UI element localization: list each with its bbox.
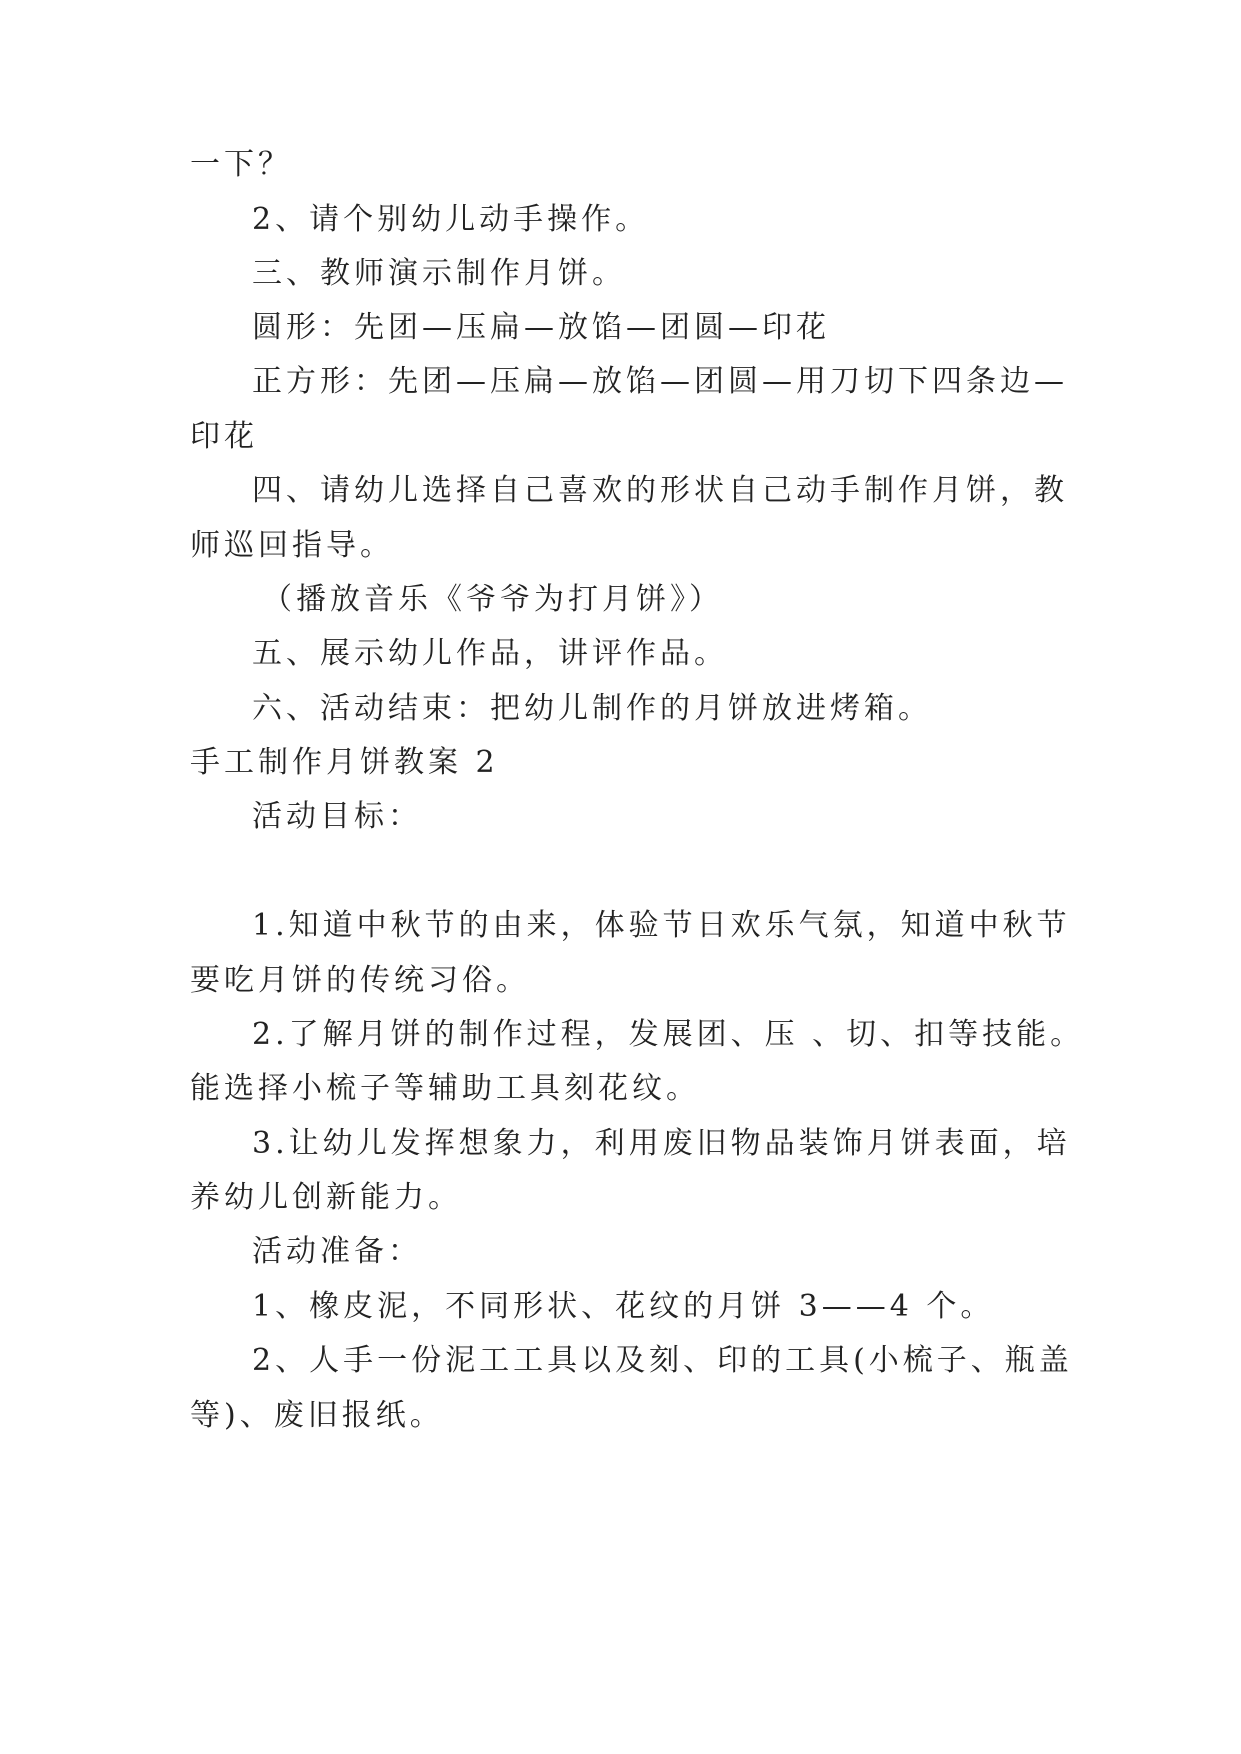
text-line: 六、活动结束：把幼儿制作的月饼放进烤箱。	[252, 691, 932, 726]
text-line: 等)、废旧报纸。	[190, 1398, 444, 1433]
text-line: 圆形：先团—压扁—放馅—团圆—印花	[252, 310, 830, 345]
text-line: 印花	[190, 419, 258, 454]
text-line: 一下？	[190, 147, 292, 182]
text-line: 正方形：先团—压扁—放馅—团圆—用刀切下四条边—	[252, 364, 1068, 399]
text-line: 三、教师演示制作月饼。	[252, 256, 626, 291]
text-line: （播放音乐《爷爷为打月饼》）	[262, 582, 723, 617]
text-line: 五、展示幼儿作品，讲评作品。	[252, 636, 728, 671]
text-line: 活动准备：	[252, 1234, 422, 1269]
text-line: 师巡回指导。	[190, 528, 394, 563]
section-heading: 手工制作月饼教案 2	[190, 745, 499, 780]
text-line: 2.了解月饼的制作过程，发展团、压 、切、扣等技能。	[252, 1017, 1085, 1052]
text-line: 2、人手一份泥工工具以及刻、印的工具(小梳子、瓶盖	[252, 1343, 1073, 1378]
text-line: 1、橡皮泥，不同形状、花纹的月饼 3——4 个。	[252, 1289, 995, 1324]
text-line: 活动目标：	[252, 799, 422, 834]
text-line: 要吃月饼的传统习俗。	[190, 963, 530, 998]
text-line: 1.知道中秋节的由来，体验节日欢乐气氛，知道中秋节	[252, 908, 1071, 943]
text-line: 3.让幼儿发挥想象力，利用废旧物品装饰月饼表面，培	[252, 1126, 1071, 1161]
text-line: 养幼儿创新能力。	[190, 1180, 462, 1215]
text-line: 能选择小梳子等辅助工具刻花纹。	[190, 1071, 700, 1106]
text-line: 四、请幼儿选择自己喜欢的形状自己动手制作月饼，教	[252, 473, 1068, 508]
text-line: 2、请个别幼儿动手操作。	[252, 202, 650, 237]
